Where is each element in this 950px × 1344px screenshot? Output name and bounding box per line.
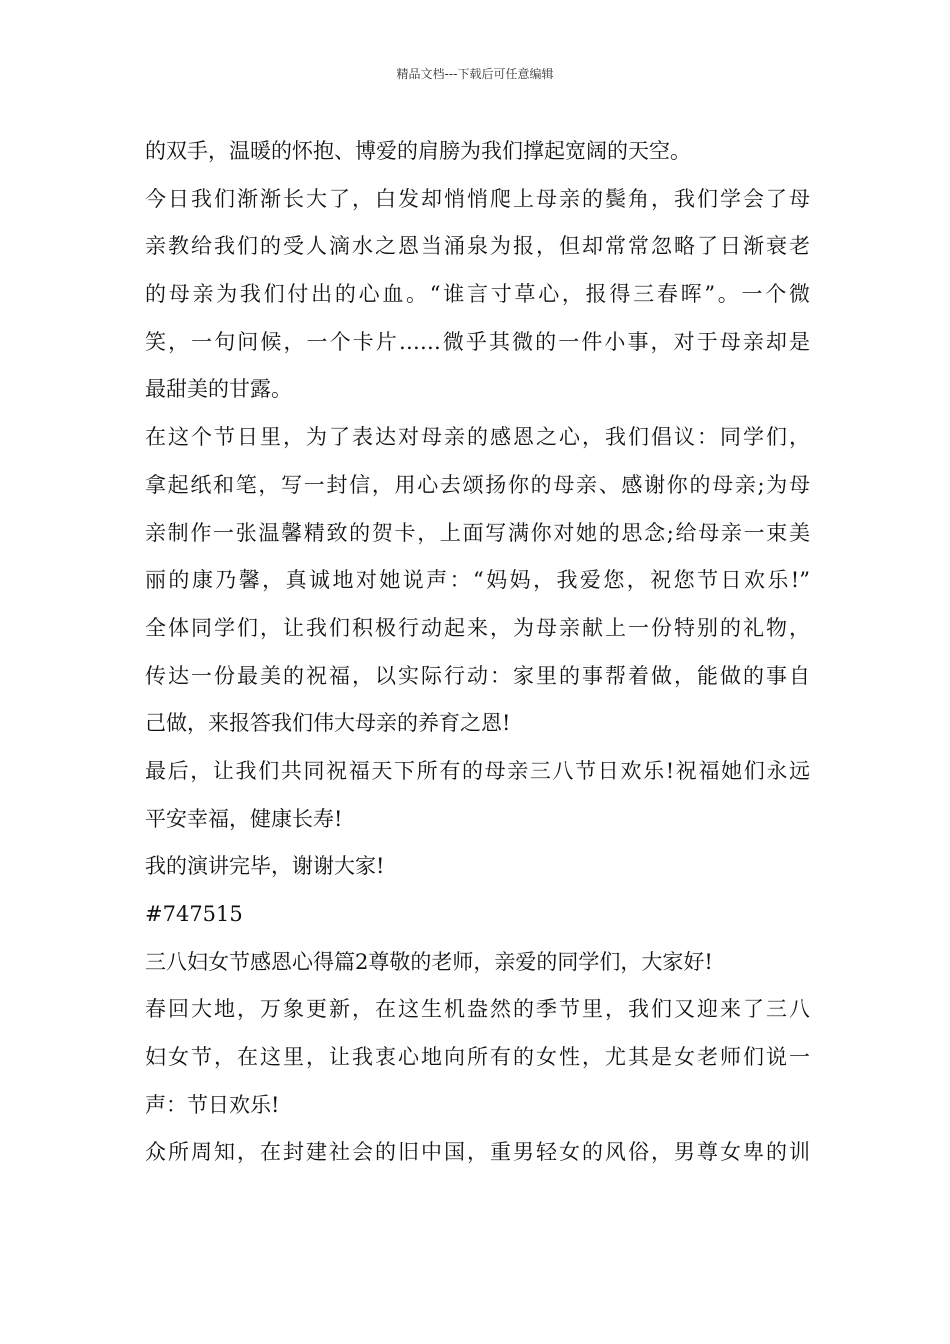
text-line: 亲教给我们的受人滴水之恩当涌泉为报，但却常常忽略了日渐衰老	[145, 234, 810, 259]
text-line: 的双手，温暖的怀抱、博爱的肩膀为我们撑起宽阔的天空。	[145, 139, 691, 163]
text-line: 众所周知，在封建社会的旧中国，重男轻女的风俗，男尊女卑的训	[145, 1140, 810, 1165]
text-line: 最后，让我们共同祝福天下所有的母亲三八节日欢乐!祝福她们永远	[145, 758, 810, 783]
text-line: 的母亲为我们付出的心血。“谁言寸草心，报得三春晖”。一个微	[145, 282, 810, 307]
text-line: 春回大地，万象更新，在这生机盎然的季节里，我们又迎来了三八	[145, 997, 810, 1022]
text-line: #747515	[145, 902, 243, 926]
text-line: 声：节日欢乐!	[145, 1092, 280, 1117]
text-line: 拿起纸和笔，写一封信，用心去颂扬你的母亲、感谢你的母亲;为母	[145, 472, 810, 497]
text-line: 在这个节日里，为了表达对母亲的感恩之心，我们倡议：同学们，	[145, 425, 810, 450]
text-line: 妇女节，在这里，让我衷心地向所有的女性，尤其是女老师们说一	[145, 1045, 810, 1070]
text-line: 亲制作一张温馨精致的贺卡，上面写满你对她的思念;给母亲一束美	[145, 520, 810, 545]
text-line: 今日我们渐渐长大了，白发却悄悄爬上母亲的鬓角，我们学会了母	[145, 186, 810, 211]
text-line: 平安幸福，健康长寿!	[145, 806, 343, 831]
text-line: 己做，来报答我们伟大母亲的养育之恩!	[145, 711, 511, 736]
page-header: 精品文档---下载后可任意编辑	[396, 67, 554, 81]
text-line: 丽的康乃馨，真诚地对她说声：“妈妈，我爱您，祝您节日欢乐!”	[145, 568, 810, 593]
text-line: 最甜美的甘露。	[145, 377, 292, 402]
text-line: 全体同学们，让我们积极行动起来，为母亲献上一份特别的礼物，	[145, 615, 810, 640]
text-line: 笑，一句问候，一个卡片……微乎其微的一件小事，对于母亲却是	[145, 329, 810, 354]
document-body	[145, 128, 810, 1177]
text-line: 三八妇女节感恩心得篇2尊敬的老师，亲爱的同学们，大家好!	[145, 949, 713, 974]
text-line: 我的演讲完毕，谢谢大家!	[145, 854, 385, 879]
text-line: 传达一份最美的祝福，以实际行动：家里的事帮着做，能做的事自	[145, 663, 810, 688]
